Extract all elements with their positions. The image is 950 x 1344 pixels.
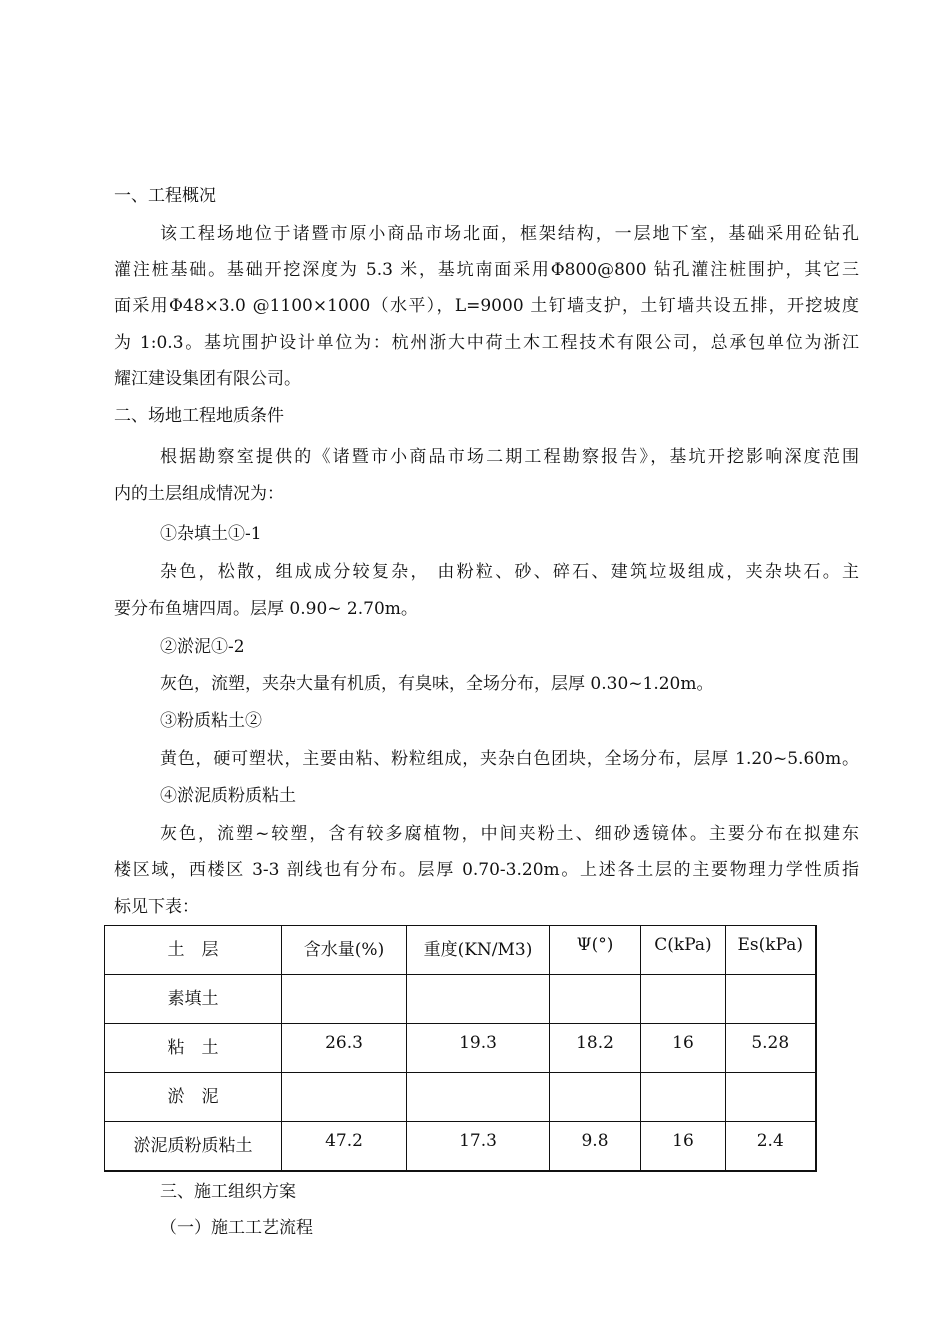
layer-4-desc-3: 标见下表： [114,897,199,917]
cell: 19.3 [407,1024,550,1073]
header-modulus: Es(kPa) [726,926,816,975]
header-friction-angle: Ψ(°) [550,926,641,975]
s1-line-4: 为 1:0.3。基坑围护设计单位为：杭州浙大中荷土木工程技术有限公司，总承包单位为浙江 [114,333,859,353]
s1-line-2: 灌注桩基础。基础开挖深度为 5.3 米，基坑南面采用Φ800@800 钻孔灌注桩围护，其它三 [114,260,859,280]
cell [641,975,726,1024]
cell [726,975,816,1024]
cell: 26.3 [282,1024,407,1073]
cell [550,975,641,1024]
header-cohesion: C(kPa) [641,926,726,975]
cell: 47.2 [282,1122,407,1171]
cell [641,1073,726,1122]
layer-4-title: ④淤泥质粉质粘土 [160,786,296,806]
s2-line-2: 内的土层组成情况为： [114,484,284,504]
layer-3-desc-1: 黄色，硬可塑状，主要由粘、粉粒组成，夹杂白色团块，全场分布，层厚 1.20~5.60m。 [160,749,859,769]
cell: 淤 泥 [105,1073,282,1122]
cell: 2.4 [726,1122,816,1171]
table-header-row [105,926,816,975]
layer-2-title: ②淤泥①-2 [160,637,245,657]
cell: 18.2 [550,1024,641,1073]
layer-4-desc-1: 灰色，流塑~较塑，含有较多腐植物，中间夹粉土、细砂透镜体。主要分布在拟建东 [160,824,859,844]
cell [726,1073,816,1122]
header-layer: 土 层 [105,926,282,975]
section-3-subheading: （一）施工工艺流程 [160,1218,313,1238]
layer-1-desc-1: 杂色，松散，组成成分较复杂， 由粉粒、砂、碎石、建筑垃圾组成，夹杂块石。主 [160,562,859,582]
layer-3-title: ③粉质粘土② [160,711,262,731]
cell [407,975,550,1024]
layer-1-desc-2: 要分布鱼塘四周。层厚 0.90~ 2.70m。 [114,599,418,619]
header-unit-weight: 重度(KN/M3) [407,926,550,975]
section-3-heading: 三、施工组织方案 [160,1182,296,1202]
cell: 9.8 [550,1122,641,1171]
section-1-heading: 一、工程概况 [114,186,216,206]
cell: 5.28 [726,1024,816,1073]
cell: 16 [641,1122,726,1171]
cell: 16 [641,1024,726,1073]
cell: 粘 土 [105,1024,282,1073]
table-row [105,1024,816,1073]
section-2-heading: 二、场地工程地质条件 [114,406,284,426]
cell [282,975,407,1024]
cell [550,1073,641,1122]
layer-4-desc-2: 楼区域，西楼区 3-3 剖线也有分布。层厚 0.70-3.20m。上述各土层的主要物理力学性质指 [114,860,859,880]
cell [282,1073,407,1122]
s1-line-1: 该工程场地位于诸暨市原小商品市场北面，框架结构，一层地下室，基础采用砼钻孔 [160,224,859,244]
cell: 17.3 [407,1122,550,1171]
table-row [105,975,816,1024]
cell: 淤泥质粉质粘土 [105,1122,282,1171]
soil-properties-table [104,925,817,1172]
table-row [105,1122,816,1171]
cell [407,1073,550,1122]
s2-line-1: 根据勘察室提供的《诸暨市小商品市场二期工程勘察报告》，基坑开挖影响深度范围 [160,447,859,467]
layer-2-desc-1: 灰色，流塑，夹杂大量有机质，有臭味，全场分布，层厚 0.30~1.20m。 [160,674,714,694]
header-water-content: 含水量(%) [282,926,407,975]
cell: 素填土 [105,975,282,1024]
s1-line-5: 耀江建设集团有限公司。 [114,369,301,389]
table-row [105,1073,816,1122]
layer-1-title: ①杂填土①-1 [160,524,262,544]
s1-line-3: 面采用Φ48×3.0 @1100×1000（水平），L=9000 土钉墙支护，土钉墙共设五排，开挖坡度 [114,296,859,316]
